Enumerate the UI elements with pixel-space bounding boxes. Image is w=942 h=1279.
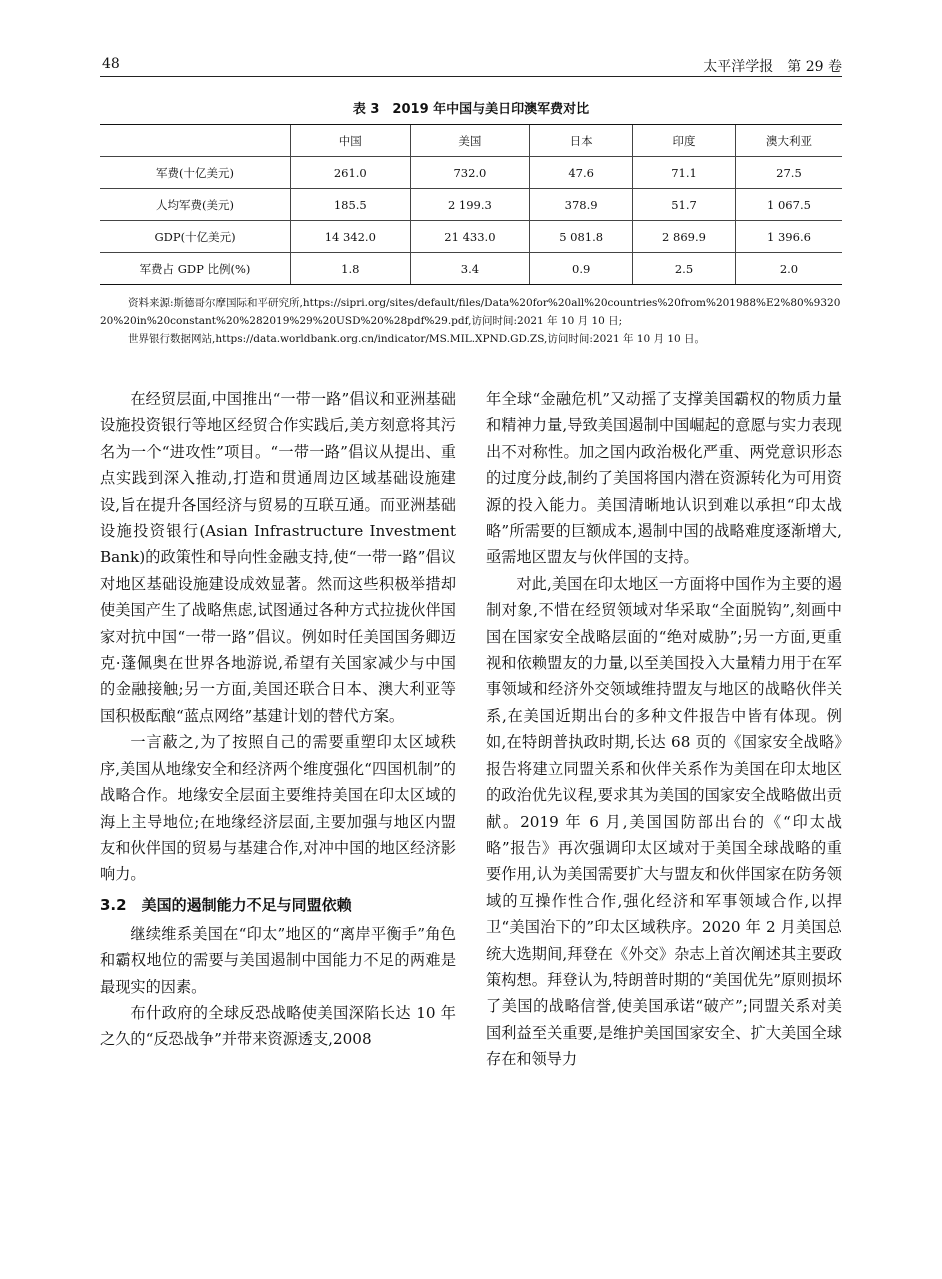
table-cell: 1 396.6 [735,221,842,253]
table-notes [100,294,842,348]
table-row [100,221,842,253]
table-cell: 47.6 [530,157,633,189]
table-cell: 14 342.0 [291,221,411,253]
table-cell: 51.7 [633,189,736,221]
body-paragraph: 对此,美国在印太地区一方面将中国作为主要的遏制对象,不惜在经贸领域对华采取“全面脱钩”,刻画中国在国家安全战略层面的“绝对威胁”;另一方面,更重视和依赖盟友的力量,以至美国投入大量精力用于在军事领域和经济外交领域维持盟友与地区的战略伙伴关系,在美国近期出台的多种文件报告中皆有体现。例如,在特朗普执政时期,长达 68 页的《国家安全战略》报告将建立同盟关系和伙伴关系作为美国在印太地区的政治优先议程,要求其为美国的国家安全战略做出贡献。2019 年 6 月,美国国防部出台的《“印太战略”报告》再次强调印太区域对于美国全球战略的重要作用,认为美国需要扩大与盟友和伙伴国家在防务领域的互操作性合作,强化经济和军事领域合作,以捍卫“美国治下的”印太区域秩序。2020 年 2 月美国总统大选期间,拜登在《外交》杂志上首次阐述其主要政策构想。拜登认为,特朗普时期的“美国优先”原则损坏了美国的战略信誉,使美国承诺“破产”;同盟关系对美国利益至关重要,是维护美国国家安全、扩大美国全球存在和领导力 [486,574,842,1069]
table-cell: 732.0 [410,157,530,189]
journal-title: 太平洋学报 第 29 卷 [703,59,842,75]
table-row-label: 人均军费(美元) [100,189,291,221]
table-header-cell: 印度 [633,125,736,157]
table-header-cell: 美国 [410,125,530,157]
table-cell: 71.1 [633,157,736,189]
table-cell: 21 433.0 [410,221,530,253]
table-cell: 27.5 [735,157,842,189]
table-cell: 185.5 [291,189,411,221]
table-row-label: GDP(十亿美元) [100,221,291,253]
body-paragraph: 一言蔽之,为了按照自己的需要重塑印太区域秩序,美国从地缘安全和经济两个维度强化“四国机制”的战略合作。地缘安全层面主要维持美国在印太区域的海上主导地位;在地缘经济层面,主要加强与地区内盟友和伙伴国的贸易与基建合作,对冲中国的地区经济影响力。 [100,733,456,884]
table-row [100,189,842,221]
table-cell: 2 869.9 [633,221,736,253]
table-header-row [100,125,842,157]
table-header-cell [100,125,291,157]
page-header [100,54,842,77]
table-cell: 2 199.3 [410,189,530,221]
table-row [100,157,842,189]
table-row-label: 军费占 GDP 比例(%) [100,253,291,285]
table-cell: 3.4 [410,253,530,285]
table-cell: 2.0 [735,253,842,285]
table-cell: 0.9 [530,253,633,285]
table-cell: 5 081.8 [530,221,633,253]
table-title: 表 3 2019 年中国与美日印澳军费对比 [352,102,590,117]
body-paragraph: 年全球“金融危机”又动摇了支撑美国霸权的物质力量和精神力量,导致美国遏制中国崛起的意愿与实力表现出不对称性。加之国内政治极化严重、两党意识形态的过度分歧,制约了美国将国内潜在资源转化为可用资源的投入能力。美国清晰地认识到难以承担“印太战略”所需要的巨额成本,遏制中国的战略难度逐渐增大,亟需地区盟友与伙伴国的支持。 [486,390,842,567]
table-cell: 261.0 [291,157,411,189]
table-cell: 1 067.5 [735,189,842,221]
page-number: 48 [102,56,120,72]
table-cell: 2.5 [633,253,736,285]
source-note: 资料来源:斯德哥尔摩国际和平研究所,https://sipri.org/sites/default/files/Data%20for%20all%20countries%20from%201988%E2%80%932020%20in%20constant%20%282019%29%20USD%20%28pdf%29.pdf,访问时间:2021 年 10 月 10 日; [100,297,841,327]
body-paragraph: 在经贸层面,中国推出“一带一路”倡议和亚洲基础设施投资银行等地区经贸合作实践后,美方刻意将其污名为一个“进攻性”项目。“一带一路”倡议从提出、重点实践到深入推动,打造和贯通周边区域基础设施建设,旨在提升各国经济与贸易的互联互通。而亚洲基础设施投资银行(Asian Infrastructure Investment Bank)的政策性和导向性金融支持,使“一带一路”倡议对地区基础设施建设成效显著。然而这些积极举措却使美国产生了战略焦虑,试图通过各种方式拉拢伙伴国家对抗中国“一带一路”倡议。例如时任美国国务卿迈克·蓬佩奥在世界各地游说,希望有关国家减少与中国的金融接触;另一方面,美国还联合日本、澳大利亚等国积极酝酿“蓝点网络”基建计划的替代方案。 [100,390,456,725]
table-cell: 378.9 [530,189,633,221]
left-column [100,386,456,1053]
right-column [486,386,842,1073]
table-row-label: 军费(十亿美元) [100,157,291,189]
body-paragraph: 布什政府的全球反恐战略使美国深陷长达 10 年之久的“反恐战争”并带来资源透支,2008 [100,1003,456,1049]
military-spending-table [100,124,842,285]
source-note: 世界银行数据网站,https://data.worldbank.org.cn/indicator/MS.MIL.XPND.GD.ZS,访问时间:2021 年 10 月 10 日。 [128,333,706,345]
table-cell: 1.8 [291,253,411,285]
table-header-cell: 澳大利亚 [735,125,842,157]
section-heading: 3.2 美国的遏制能力不足与同盟依赖 [100,895,352,914]
body-paragraph: 继续维系美国在“印太”地区的“离岸平衡手”角色和霸权地位的需要与美国遏制中国能力不足的两难是最现实的因素。 [100,924,456,996]
table-row [100,253,842,285]
table-header-cell: 日本 [530,125,633,157]
table-header-cell: 中国 [291,125,411,157]
